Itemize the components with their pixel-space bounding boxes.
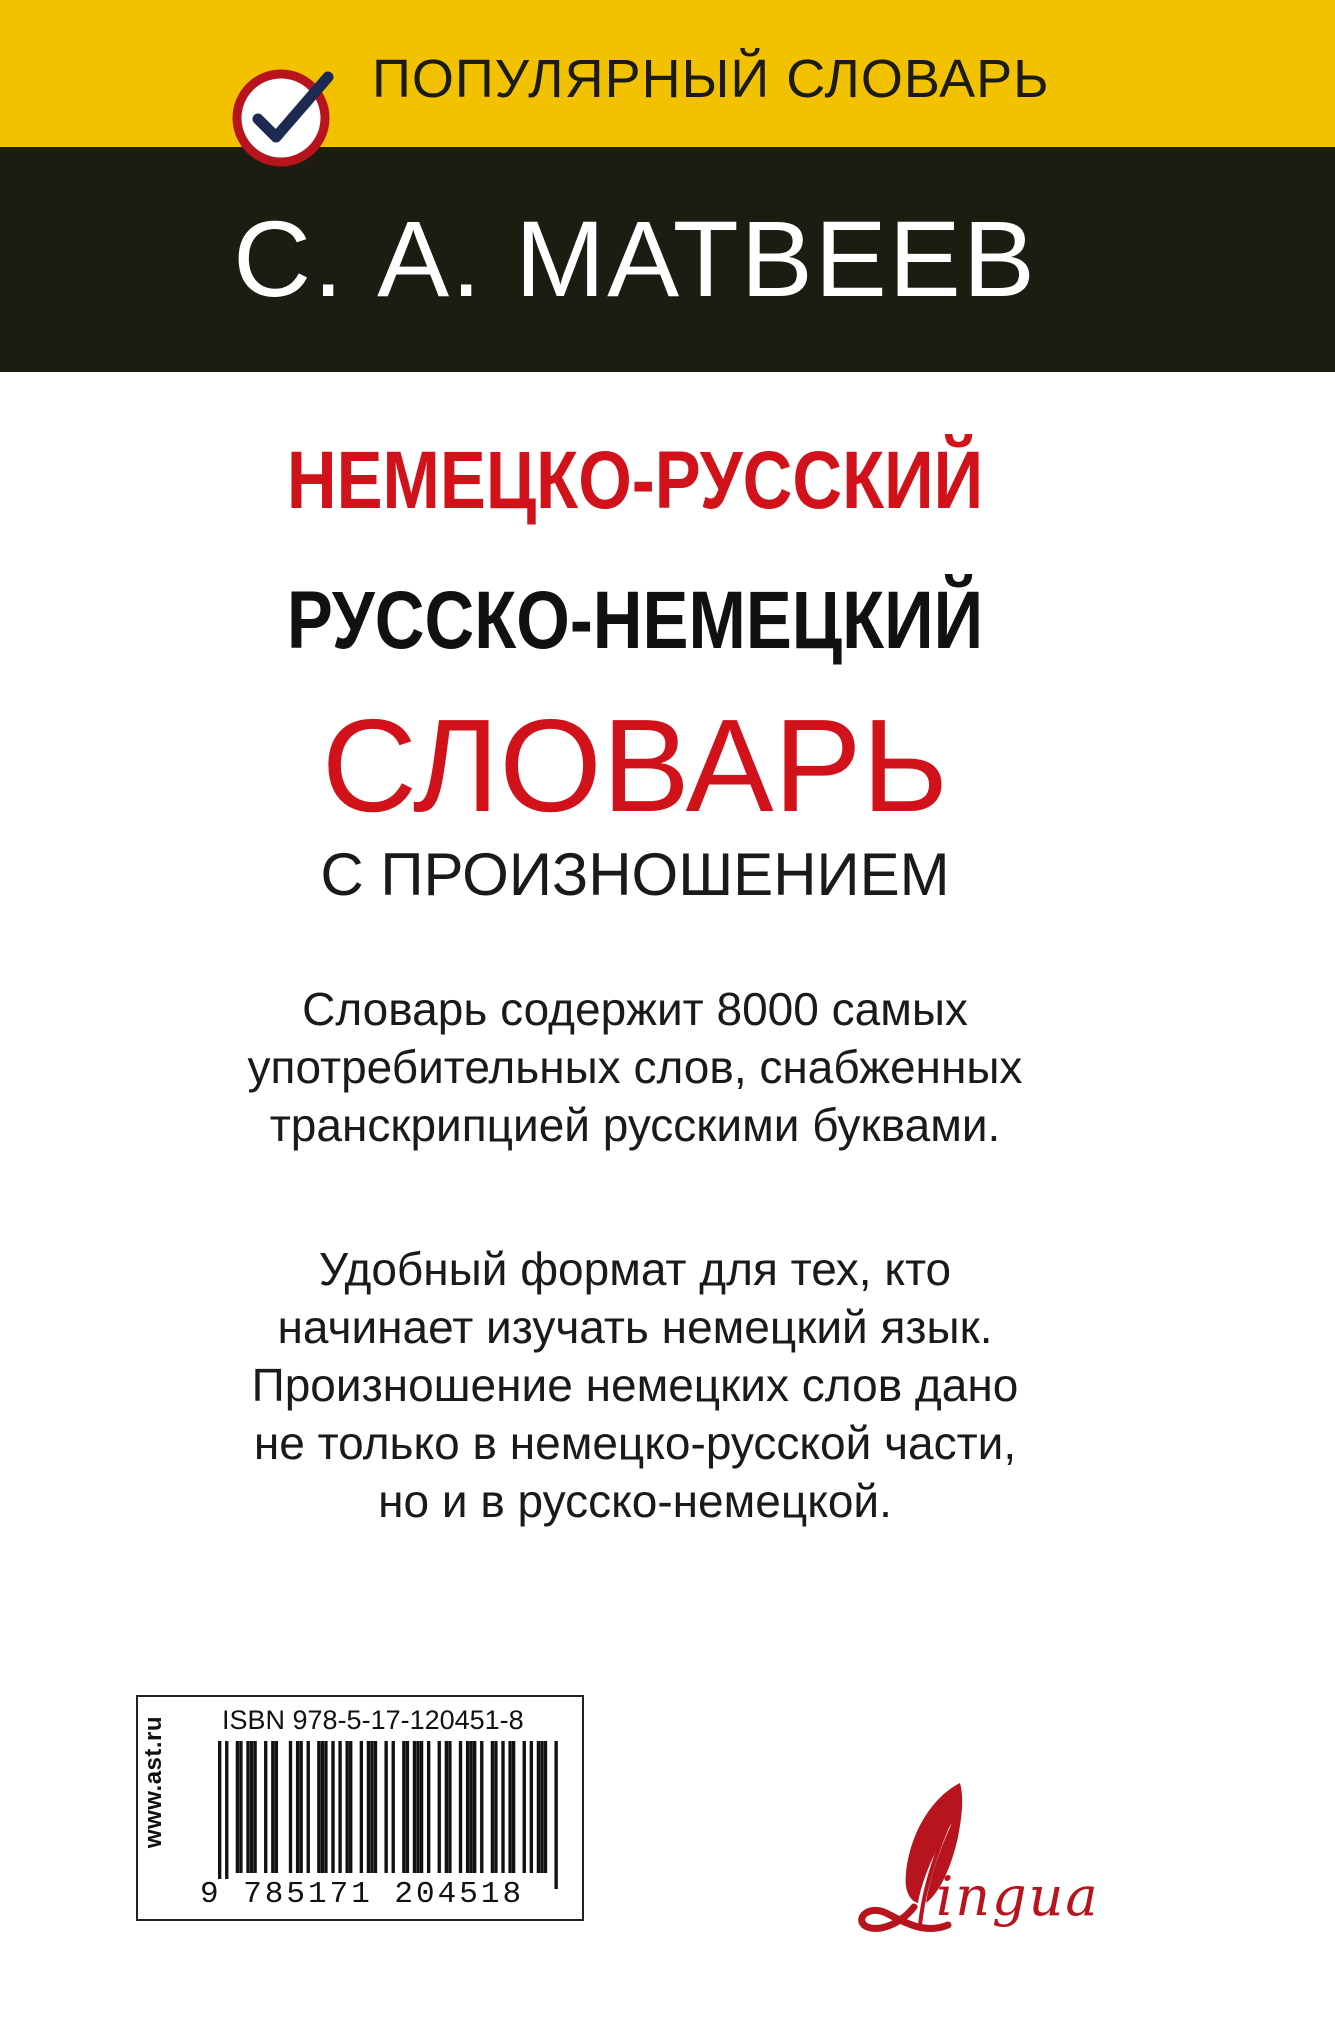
publisher-website: www.ast.ru (140, 1715, 167, 1849)
barcode-bar (402, 1741, 405, 1873)
check-in-circle-icon (228, 63, 338, 173)
barcode-bar (331, 1741, 334, 1873)
barcode-bar (338, 1741, 341, 1873)
barcode-bar (324, 1741, 327, 1873)
barcode-bar (253, 1741, 256, 1873)
barcode-bar (540, 1741, 543, 1873)
barcode-bar (275, 1741, 278, 1873)
description-line: транскрипцией русскими буквами. (269, 1099, 1001, 1151)
barcode-bar (370, 1741, 373, 1873)
barcode-bar (317, 1741, 320, 1873)
title-russian-german: РУССКО-НЕМЕЦКИЙ (286, 575, 984, 666)
barcode-bar (512, 1741, 515, 1873)
barcode-bar (466, 1741, 469, 1873)
barcode-bar (239, 1741, 242, 1873)
barcode-bar (307, 1741, 310, 1873)
barcode-bar (349, 1741, 352, 1873)
description-paragraph-1 (0, 980, 1270, 1154)
barcode-bar (360, 1741, 363, 1873)
description-line: начинает изучать немецкий язык. (277, 1301, 993, 1353)
barcode-bar (537, 1741, 540, 1873)
barcode-bar (225, 1741, 228, 1889)
description-paragraph-2 (0, 1240, 1270, 1530)
barcode-bar (413, 1741, 416, 1873)
barcode-bar (250, 1741, 253, 1873)
barcode-bar (218, 1741, 221, 1889)
barcode-bar (480, 1741, 483, 1873)
barcode-bar (289, 1741, 292, 1873)
barcode-bar (271, 1741, 274, 1873)
barcode-bar (299, 1741, 302, 1873)
barcode-bar (416, 1741, 419, 1873)
barcode-bar (530, 1741, 533, 1873)
barcode-bar (384, 1741, 387, 1873)
description-line: Словарь содержит 8000 самых (302, 983, 968, 1035)
barcode-bar (420, 1741, 423, 1873)
barcode-bar (459, 1741, 462, 1873)
barcode-bar (494, 1741, 497, 1873)
barcode-bar (406, 1741, 409, 1873)
barcode-digits: 9 785171 204518 (200, 1877, 525, 1912)
description-line: употребительных слов, снабженных (247, 1041, 1023, 1093)
lingua-logo (840, 1775, 1120, 1950)
barcode-bar (392, 1741, 395, 1873)
isbn-number: ISBN 978-5-17-120451-8 (222, 1705, 524, 1735)
description-line: не только в немецко-русской части, (253, 1417, 1017, 1469)
barcode-bar (296, 1741, 299, 1873)
barcode-bar (501, 1741, 504, 1873)
barcode-bar (236, 1741, 239, 1873)
barcode-bar (427, 1741, 430, 1873)
barcode-bar (367, 1741, 370, 1873)
description-line: Удобный формат для тех, кто (318, 1243, 952, 1295)
svg-text:ingua: ingua (936, 1865, 1100, 1928)
barcode-bar (438, 1741, 441, 1873)
barcode-bar (491, 1741, 494, 1873)
description-line: Произношение немецких слов дано (251, 1359, 1019, 1411)
barcode-bar (246, 1741, 249, 1873)
barcode-bar (448, 1741, 451, 1873)
author-name: С. А. МАТВЕЕВ (233, 198, 1037, 319)
title-with-pronunciation: С ПРОИЗНОШЕНИЕМ (320, 841, 950, 908)
barcode-bar (508, 1741, 511, 1873)
barcode-bar (445, 1741, 448, 1873)
barcode-bar (554, 1741, 557, 1889)
title-dictionary: СЛОВАРЬ (321, 692, 949, 839)
barcode-bar (321, 1741, 324, 1873)
barcode-bar (346, 1741, 349, 1873)
barcode-bar (374, 1741, 377, 1873)
barcode-bar (469, 1741, 472, 1873)
title-german-russian: НЕМЕЦКО-РУССКИЙ (286, 435, 984, 526)
barcode-bar (264, 1741, 267, 1873)
barcode-bar (544, 1741, 547, 1873)
barcode-block (136, 1695, 584, 1921)
barcode-bars (218, 1741, 558, 1889)
series-label: ПОПУЛЯРНЫЙ СЛОВАРЬ (372, 49, 1050, 109)
barcode-bar (523, 1741, 526, 1873)
barcode-bar (473, 1741, 476, 1873)
description-line: но и в русско-немецкой. (378, 1475, 892, 1527)
